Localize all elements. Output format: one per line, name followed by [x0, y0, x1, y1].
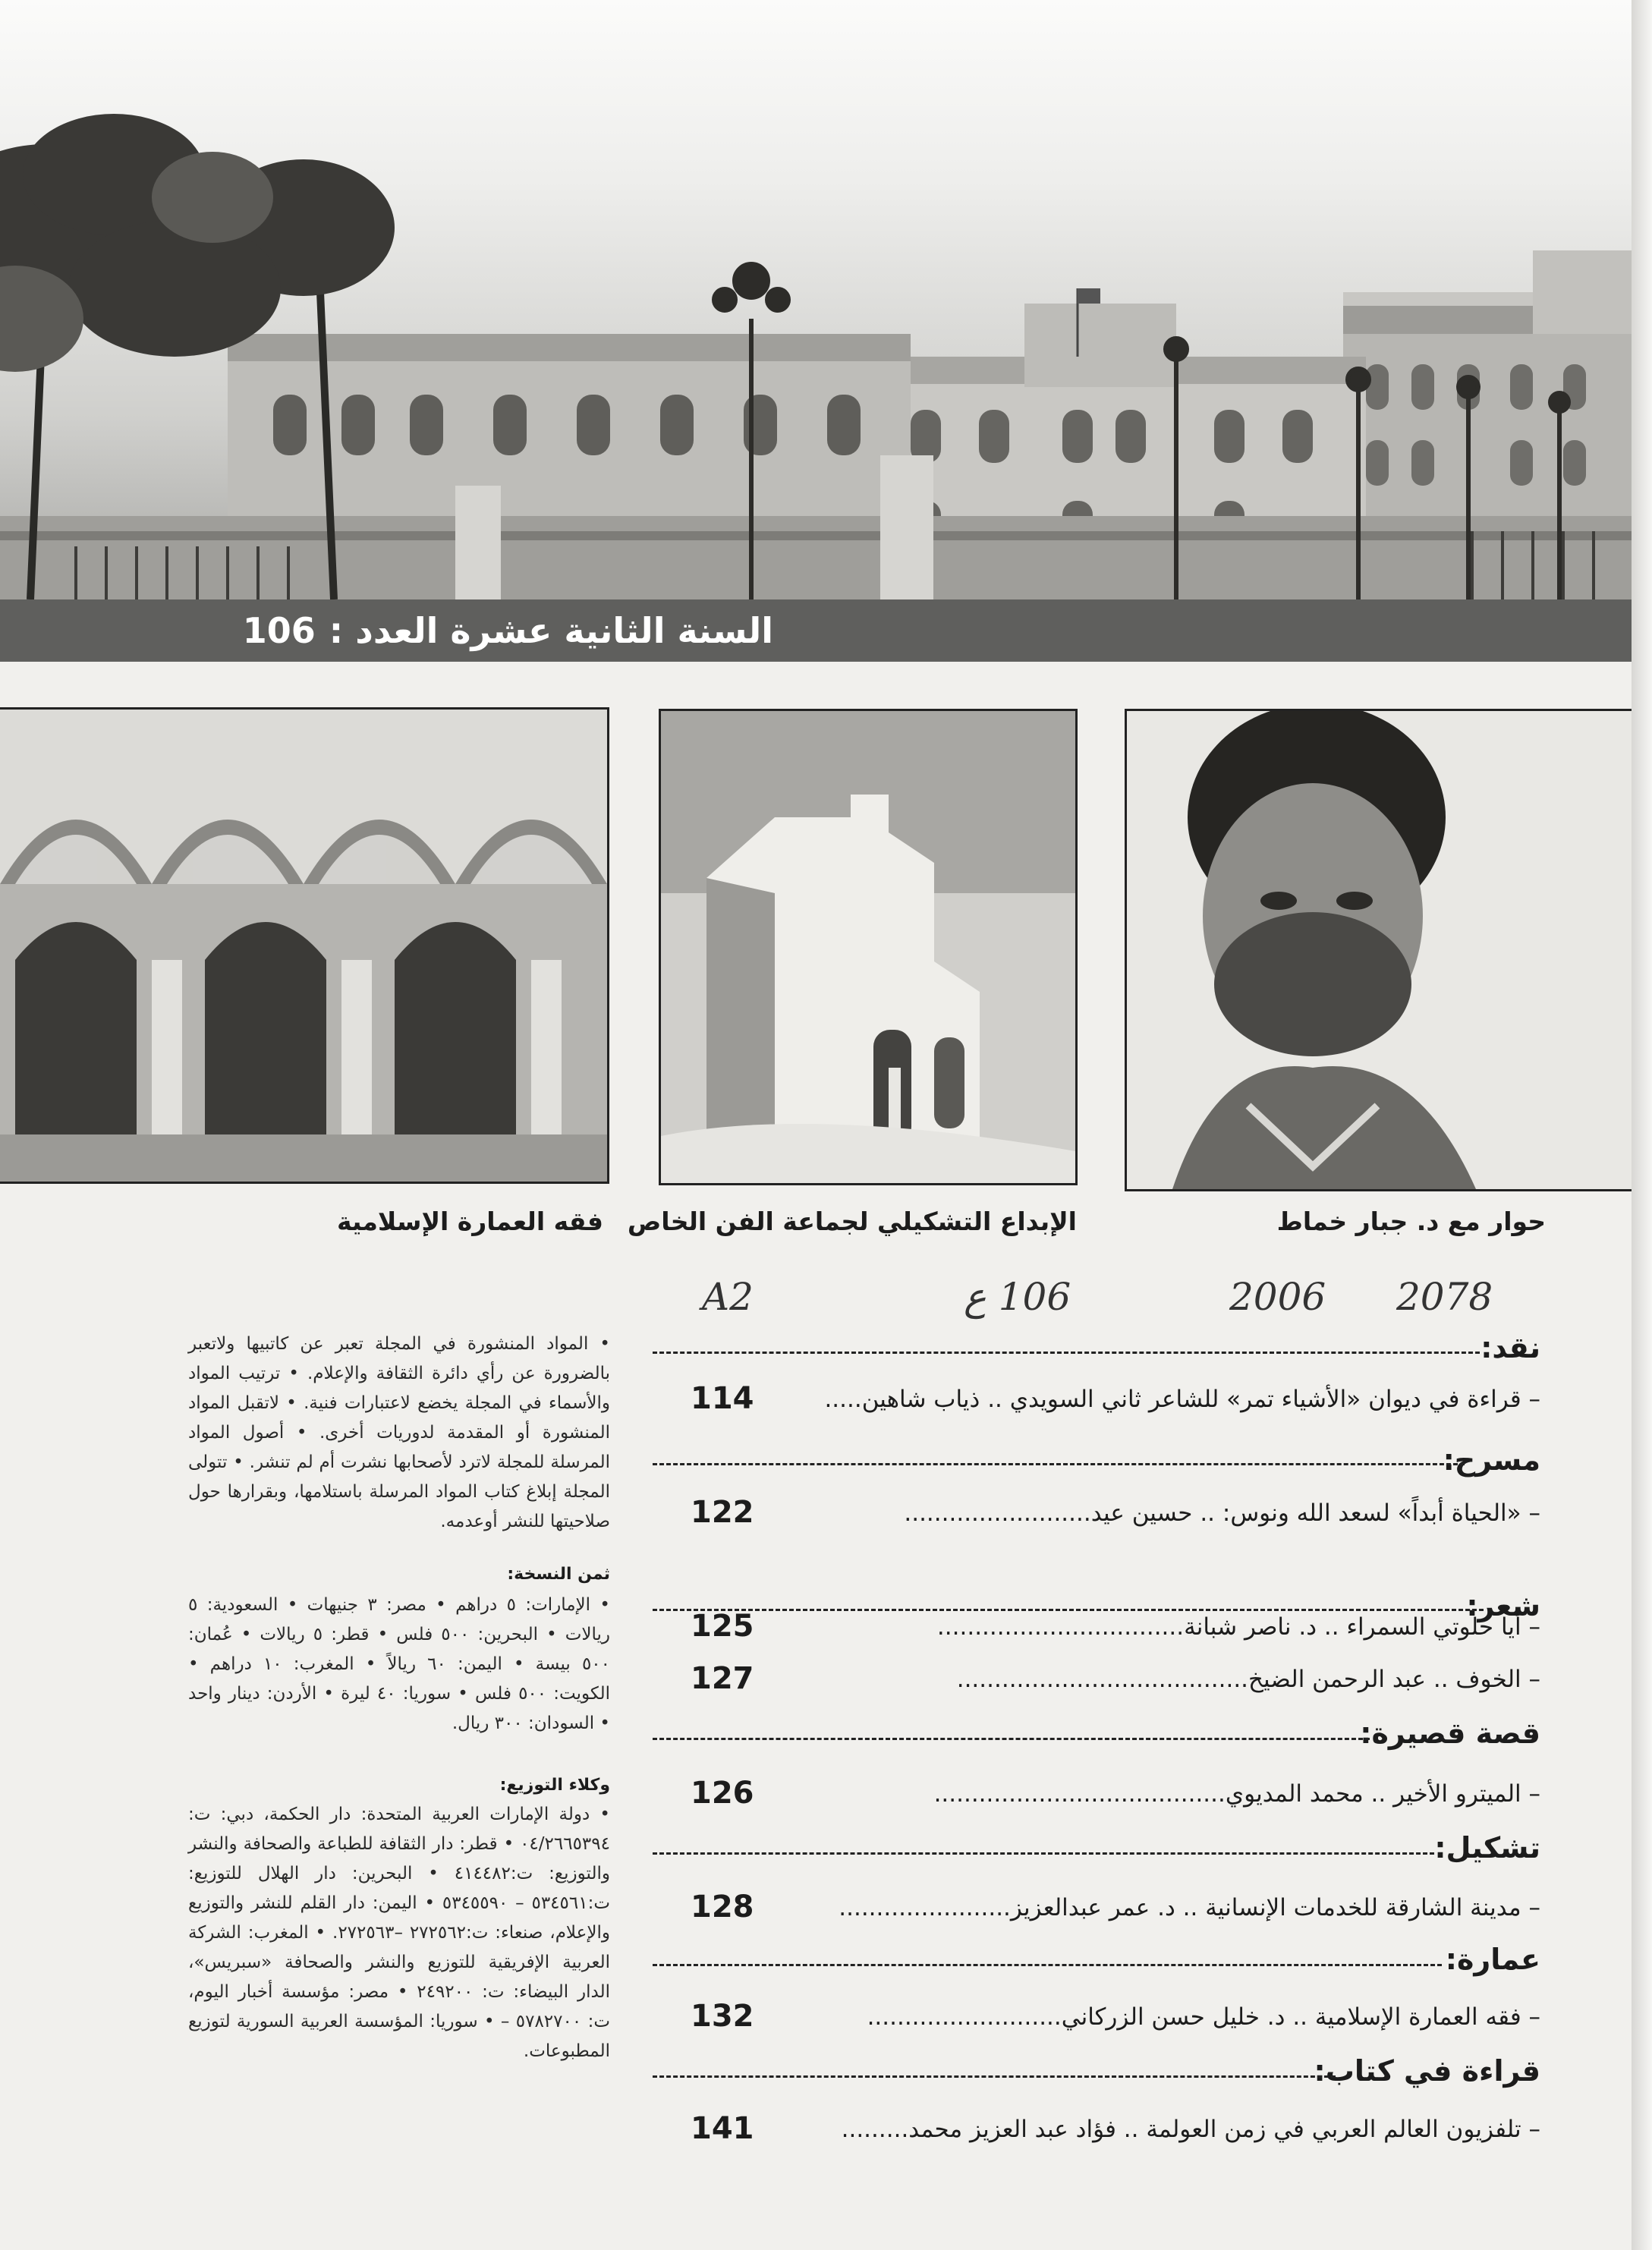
distributors-heading: وكلاء التوزيع:: [499, 1776, 610, 1795]
toc-page-number: 127: [691, 1661, 754, 1696]
issue-number: 106: [242, 610, 316, 651]
arches-illustration: [0, 710, 607, 1182]
section-heading: قراءة في كتاب:: [1314, 2054, 1540, 2088]
section-heading: قصة قصيرة:: [1360, 1717, 1540, 1750]
section-heading: مسرح:: [1443, 1443, 1540, 1477]
toc-entry: – فقه العمارة الإسلامية .. د. خليل حسن الزركاني..........................: [867, 2003, 1540, 2031]
toc-page-number: 141: [691, 2111, 754, 2146]
section-divider: [653, 1852, 1434, 1855]
toc-page-number: 122: [691, 1495, 754, 1530]
portrait-illustration: [1127, 711, 1632, 1189]
toc-page-number: 114: [691, 1381, 754, 1416]
year-issue-label: السنة الثانية عشرة العدد :: [329, 610, 773, 651]
section-divider: [653, 2075, 1336, 2078]
toc-entry: – مدينة الشارقة للخدمات الإنسانية .. د. عمر عبدالعزيز.......................: [839, 1894, 1540, 1921]
page-edge: [1632, 0, 1652, 2250]
caption-painting: الإبداع التشكيلي لجماعة الفن الخاص: [627, 1207, 1077, 1236]
caption-portrait: حوار مع د. جبار خماط: [1276, 1207, 1546, 1236]
handwritten-issue: 106 ع: [964, 1275, 1071, 1319]
toc-page-number: 126: [691, 1776, 754, 1811]
toc-entry: – الخوف .. عبد الرحمن الضيخ.......................................: [956, 1666, 1540, 1693]
price-list: • الإمارات: ٥ دراهم • مصر: ٣ جنيهات • السعودية: ٥ ريالات • البحرين: ٥٠٠ فلس • قطر: ٥ ريالات • عُمان: ٥٠٠ بيسة • اليمن: ٦٠ ريالاً • المغرب: ١٠ دراهم • الكويت: ٥٠٠ فلس • سوريا: ٤٠ ليرة • الأردن: دينار واحد • السودان: ٣٠٠ ريال.: [188, 1595, 611, 1733]
section-divider: [653, 1352, 1480, 1354]
toc-page-number: 132: [691, 1999, 754, 2034]
portrait-photo: [1125, 709, 1635, 1191]
caption-architecture: فقه العمارة الإسلامية: [337, 1207, 603, 1236]
section-heading: عمارة:: [1445, 1943, 1540, 1976]
distributors-list: • دولة الإمارات العربية المتحدة: دار الحكمة، دبي: ت: ٠٤/٢٦٦٥٣٩٤ • قطر: دار الثقافة للطباعة والصحافة والنشر والتوزيع: ت:٤١٤٤٨٢ • البحرين: دار الهلال للتوزيع: ت:٥٣٤٥٦١ – ٥٣٤٥٥٩٠ • اليمن: دار القلم للنشر والتوزيع والإعلام، صنعاء: ت:٢٧٢٥٦٢ –٢٧٢٥٦٣. • المغرب: الشركة العربية الإفريقية للتوزيع والنشر والصحافة «سبريس»، الدار البيضاء: ت: ٢٤٩٢٠٠ • مصر: مؤسسة أخبار اليوم، ت: ٥٧٨٢٧٠٠ – • سوريا: المؤسسة العربية السورية لتوزيع المطبوعات.: [188, 1805, 610, 2061]
issue-banner-text: [243, 606, 773, 656]
painting-illustration: [661, 711, 1075, 1183]
handwritten-code: A2: [702, 1275, 754, 1319]
toc-entry: – «الحياة أبداً» لسعد الله ونوس: .. حسين عيد.........................: [904, 1499, 1540, 1527]
painting-photo: [659, 709, 1078, 1185]
section-divider: [653, 1463, 1465, 1465]
toc-page-number: 125: [691, 1609, 754, 1644]
toc-entry: – تلفزيون العالم العربي في زمن العولمة .. فؤاد عبد العزيز محمد.........: [841, 2116, 1540, 2143]
toc-page-number: 128: [691, 1890, 754, 1924]
section-heading: نقد:: [1481, 1331, 1540, 1364]
toc-entry: – أيا حلوتي السمراء .. د. ناصر شبانة.................................: [936, 1613, 1540, 1641]
header-photo: [0, 0, 1652, 599]
price-heading: ثمن النسخة:: [507, 1565, 610, 1584]
section-heading: شعر:: [1466, 1589, 1540, 1622]
section-divider: [653, 1964, 1442, 1966]
handwritten-ref: 2078: [1396, 1275, 1493, 1319]
editorial-policy-note: • المواد المنشورة في المجلة تعبر عن كاتبيها ولاتعبر بالضرورة عن رأي دائرة الثقافة والإعلام. • ترتيب المواد والأسماء في المجلة يخضع لاعتبارات فنية. • لاتقبل المواد المنشورة أو المقدمة لدوريات أخرى. • أصول المواد المرسلة للمجلة لاترد لأصحابها نشرت أم لم تنشر. • تتولى المجلة إبلاغ كتاب المواد المرسلة باستلامها، وبقرارها حول صلاحيتها للنشر أوعدمه.: [188, 1334, 610, 1531]
toc-entry: – الميترو الأخير .. محمد المديوي.......................................: [933, 1780, 1540, 1808]
section-heading: تشكيل:: [1434, 1831, 1540, 1865]
section-divider: [653, 1609, 1484, 1611]
section-divider: [653, 1738, 1370, 1740]
toc-entry: – قراءة في ديوان «الأشياء تمر» للشاعر ثاني السويدي .. ذياب شاهين.....: [824, 1386, 1540, 1413]
palace-street-illustration: [0, 0, 1652, 599]
handwritten-year: 2006: [1229, 1275, 1326, 1319]
islamic-architecture-photo: [0, 707, 609, 1184]
